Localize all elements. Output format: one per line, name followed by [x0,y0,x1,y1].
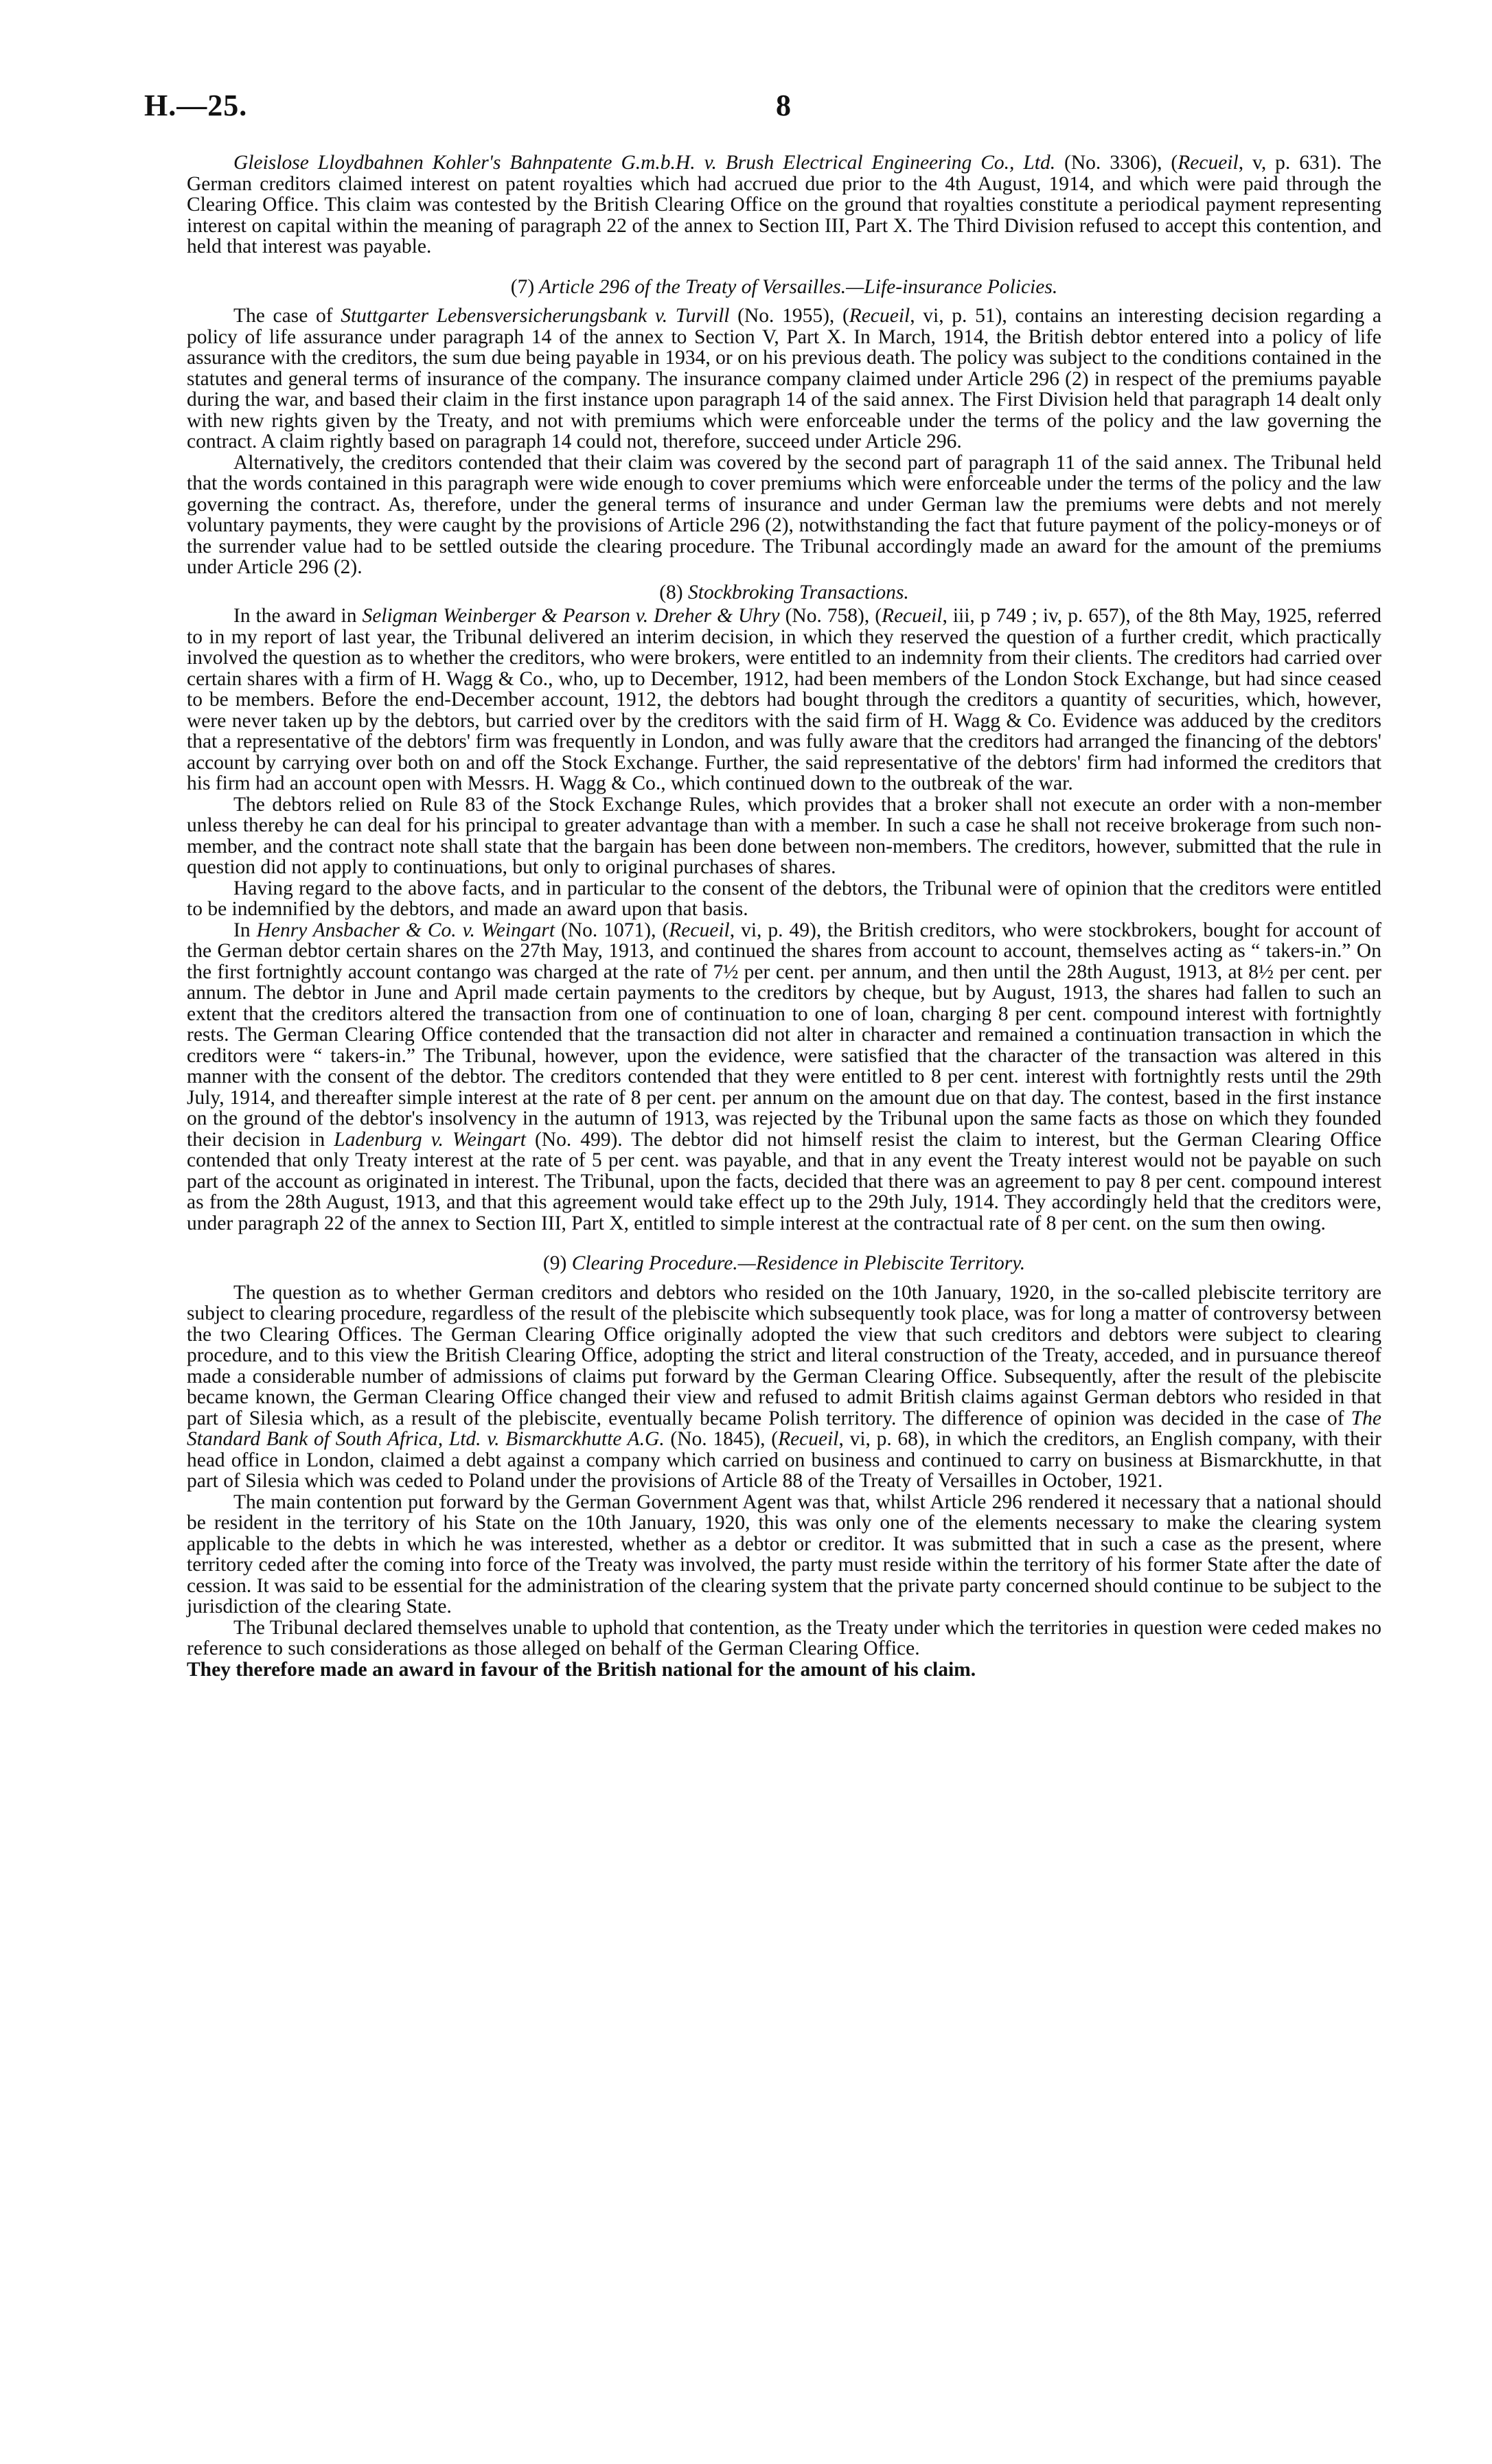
page-content [187,152,1381,1680]
case-name: Henry Ansbacher & Co. v. Weingart [256,919,555,941]
case-name: Seligman Weinberger & Pearson v. Dreher & Uhry [362,605,780,627]
paragraph-award-conclusion: They therefore made an award in favour of the British national for the amount of his claim. [187,1658,976,1681]
paragraph-gleislose-case: Gleislose Lloydbahnen Kohler's Bahnpatente G.m.b.H. v. Brush Electrical Engineering Co., Ltd. (No. 3306), (Recueil, v, p. 631). The German creditors claimed interest on patent royalties which had accrued due prior to the 4th August, 1914, and which were paid through the Clearing Office. This claim was contested by the British Clearing Office on the ground that royalties constitute a periodical payment representing interest on capital within the meaning of paragraph 22 of the annex to Section III, Part X. The Third Division refused to accept this contention, and held that interest was payable. [187,152,1381,257]
paragraph-tribunal-declared: The Tribunal declared themselves unable to uphold that contention, as the Treaty under which the territories in question were ceded makes no reference to such considerations as those alleged on behalf of the German Clearing Office. [187,1616,1381,1659]
case-name: Ladenburg v. Weingart [334,1128,526,1151]
case-name: The Standard Bank of South Africa, Ltd. v. Bismarckhutte A.G. [187,1407,1381,1450]
paragraph-indemnity: Having regard to the above facts, and in particular to the consent of the debtors, the Tribunal were of opinion that the creditors were entitled to be indemnified by the debtors, and made an award upon that basis. [187,877,1381,920]
paragraph-plebiscite: The question as to whether German creditors and debtors who resided on the 10th January, 1920, in the so-called plebiscite territory are subject to clearing procedure, regardless of the result of the plebiscite which subsequently took place, was for long a matter of controversy between the two Clearing Offices. The German Clearing Office originally adopted the view that such creditors and debtors were subject to clearing procedure, and to this view the British Clearing Office, adopting the strict and literal construction of the Treaty, acceded, and in pursuance thereof made a considerable number of admissions of claims put forward by the German Clearing Office. Subsequently, after the result of the plebiscite became known, the German Clearing Office changed their view and refused to admit British claims against German debtors who resided in that part of Silesia which, as a result of the plebiscite, eventually became Polish territory. The difference of opinion was decided in the case of The Standard Bank of South Africa, Ltd. v. Bismarckhutte A.G. (No. 1845), (Recueil, vi, p. 68), in which the creditors, an English company, with their head office in London, claimed a debt against a company which carried on business and continued to carry on business at Bismarckhutte, in that part of Silesia which was ceded to Poland under the provisions of Article 88 of the Treaty of Versailles in October, 1921. [187,1281,1381,1492]
paragraph-stuttgarter-case: The case of Stuttgarter Lebensversicherungsbank v. Turvill (No. 1955), (Recueil, vi, p. 51), contains an interesting decision regarding a policy of life assurance under paragraph 14 of the annex to Section V, Part X. In March, 1914, the British debtor entered into a policy of life assurance with the creditors, the sum due being payable in 1934, or on his previous death. The policy was subject to the conditions contained in the statutes and general terms of insurance of the company. The insurance company claimed under Article 296 (2) in respect of the premiums payable during the war, and based their claim in the first instance upon paragraph 14 of the said annex. The First Division held that paragraph 14 dealt only with new rights given by the Treaty, and not with premiums which were enforceable under the terms of the policy and the law governing the contract. A claim rightly based on paragraph 14 could not, therefore, succeed under Article 296. [187,305,1381,452]
paragraph-ansbacher-case: In Henry Ansbacher & Co. v. Weingart (No. 1071), (Recueil, vi, p. 49), the British creditors, who were stockbrokers, bought for account of the German debtor certain shares on the 27th May, 1913, and continued the shares from account to account, themselves acting as “ takers-in.” On the first fortnightly account contango was charged at the rate of 7½ per cent. per annum, and then until the 28th August, 1913, at 8½ per cent. per annum. The debtor in June and April made certain payments to the creditors by cheque, but by August, 1913, the shares had fallen to such an extent that the creditors altered the transaction from one of continuation to one of loan, charging 8 per cent. compound interest with fortnightly rests. The German Clearing Office contended that the transaction did not alter in character and remained a continuation transaction in which the creditors were “ takers-in.” The Tribunal, however, upon the evidence, were satisfied that the character of the transaction was altered in this manner with the consent of the debtor. The creditors contended that they were entitled to 8 per cent. interest with fortnightly rests until the 29th July, 1914, and thereafter simple interest at the rate of 8 per cent. per annum on the amount due on that day. The contest, based in the first instance on the ground of the debtor's insolvency in the autumn of 1913, was rejected by the Tribunal upon the same facts as those on which they founded their decision in Ladenburg v. Weingart (No. 499). The debtor did not himself resist the claim to interest, but the German Clearing Office contended that only Treaty interest at the rate of 5 per cent. was payable, and that in any event the Treaty interest would not be payable on such part of the account as originated in interest. The Tribunal, upon the facts, decided that there was an agreement to pay 8 per cent. compound interest as from the 28th August, 1913, and that this agreement would take effect up to the 29th July, 1914. They accordingly held that the creditors were, under paragraph 22 of the annex to Section III, Part X, entitled to simple interest at the contractual rate of 8 per cent. on the sum then owing. [187,919,1382,1234]
paragraph-rule-83: The debtors relied on Rule 83 of the Stock Exchange Rules, which provides that a broker shall not execute an order with a non-member unless thereby he can deal for his principal to greater advantage than with a member. In such a case he shall not receive brokerage from such non-member, and the contract note shall state that the bargain has been done between non-members. The creditors, however, submitted that the rule in question did not apply to continuations, but only to original purchases of shares. [187,793,1381,878]
page-number: 8 [776,89,791,122]
section-heading-8: (8) Stockbroking Transactions. [659,581,909,603]
document-reference: H.—25. [144,89,248,122]
paragraph-alternatively: Alternatively, the creditors contended that their claim was covered by the second part of paragraph 11 of the said annex. The Tribunal held that the words contained in this paragraph were wide enough to cover premiums which were enforceable under the terms of the policy and the law governing the contract. As, therefore, under the general terms of insurance and under German law the premiums were debts and not merely voluntary payments, they were caught by the provisions of Article 296 (2), notwithstanding the fact that future payment of the policy-moneys or of the surrender value had to be settled outside the clearing procedure. The Tribunal accordingly made an award for the amount of the premiums under Article 296 (2). [187,451,1381,578]
paragraph-seligman-case: In the award in Seligman Weinberger & Pearson v. Dreher & Uhry (No. 758), (Recueil, iii, p 749 ; iv, p. 657), of the 8th May, 1925, referred to in my report of last year, the Tribunal delivered an interim decision, in which they reserved the question of a further credit, which practically involved the question as to whether the creditors, who were brokers, were entitled to an indemnity from their clients. The creditors had carried over certain shares with a firm of H. Wagg & Co., who, up to December, 1912, had been members of the London Stock Exchange, but had since ceased to be members. Before the end-December account, 1912, the debtors had bought through the creditors a quantity of securities, which, however, were never taken up by the debtors, but carried over by the creditors with the said firm of H. Wagg & Co. Evidence was adduced by the creditors that a representative of the debtors' firm was frequently in London, and was fully aware that the creditors had arranged the financing of the debtors' account by carrying over both on and off the Stock Exchange. Further, the said representative of the debtors' firm had informed the creditors that his firm had an account open with Messrs. H. Wagg & Co., which continued down to the outbreak of the war. [187,605,1382,794]
case-name: Gleislose Lloydbahnen Kohler's Bahnpatente G.m.b.H. v. Brush Electrical Engineering Co., Ltd. [233,152,1056,174]
section-heading-7: (7) Article 296 of the Treaty of Versailles.—Life-insurance Policies. [510,275,1058,298]
paragraph-government-agent: The main contention put forward by the German Government Agent was that, whilst Article 296 rendered it necessary that a national should be resident in the territory of his State on the 10th January, 1920, this was only one of the elements necessary to make the clearing system applicable to the debts in which he was interested, whether as a debtor or creditor. It was submitted that in such a case as the present, where territory ceded after the coming into force of the Treaty was involved, the party must reside within the territory of his former State after the date of cession. It was said to be essential for the administration of the clearing system that the private party concerned should continue to be subject to the jurisdiction of the clearing State. [187,1490,1381,1617]
case-name: Stuttgarter Lebensversicherungsbank v. Turvill [341,305,730,327]
page-header [144,88,1380,132]
section-heading-9: (9) Clearing Procedure.—Residence in Plebiscite Territory. [542,1252,1026,1274]
